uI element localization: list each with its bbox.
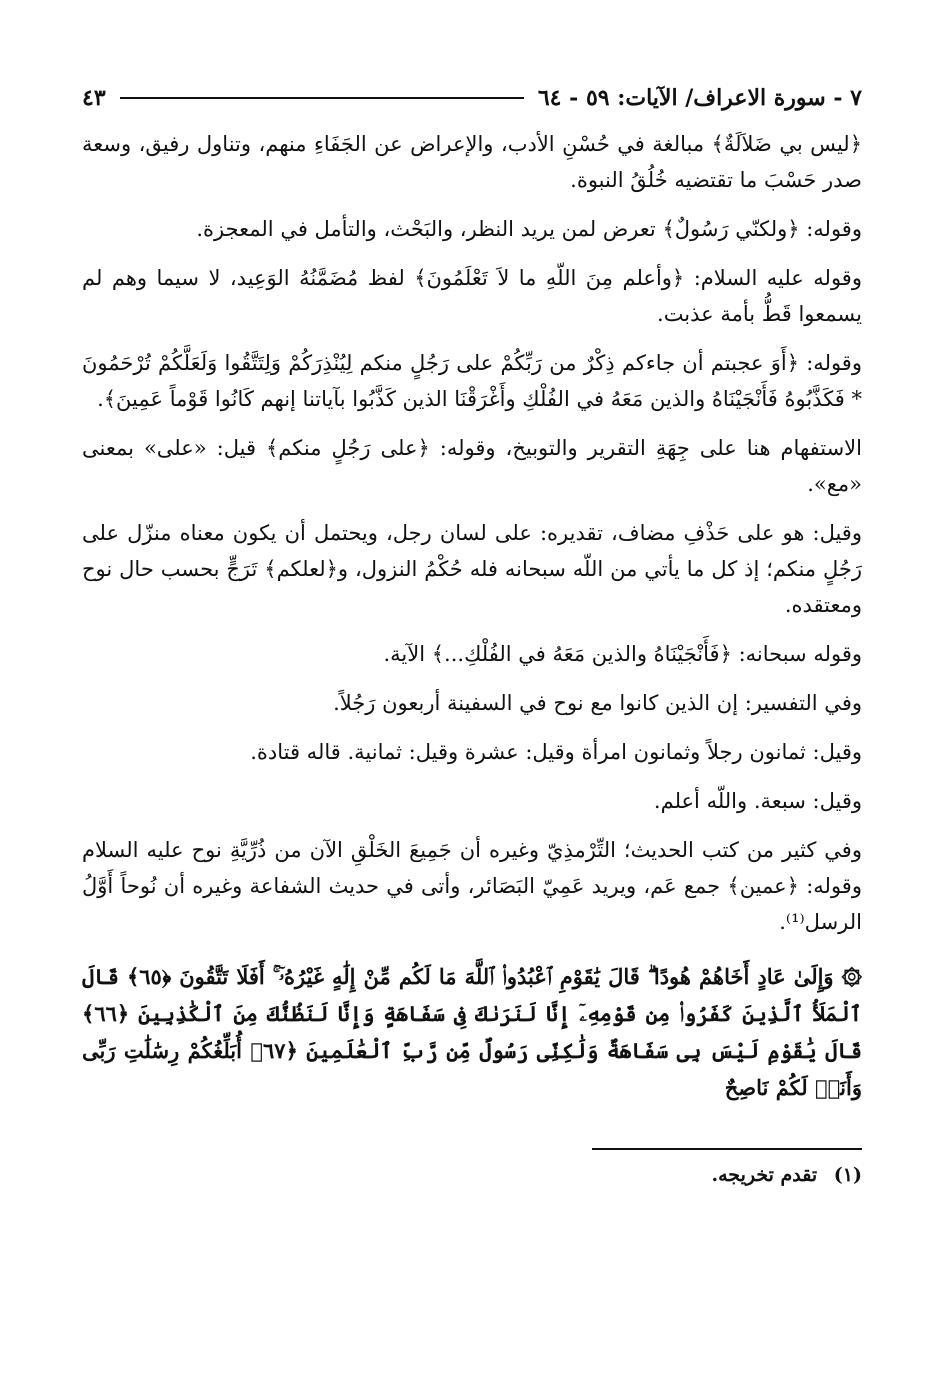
- running-header: [82, 78, 862, 118]
- header-rule: [120, 97, 524, 99]
- paragraph: الاستفهام هنا على جِهَةِ التقرير والتوبيخ، وقوله: ﴿على رَجُلٍ منكم﴾ قيل: «على» بمعنى «مع».: [82, 436, 862, 496]
- footnote: [82, 1160, 862, 1190]
- paragraph: وفي التفسير: إن الذين كانوا مع نوح في السفينة أربعون رَجُلاً.: [333, 691, 862, 715]
- paragraph: وقوله عليه السلام: ﴿وأعلم مِنَ اللّهِ ما لاَ تَعْلَمُونَ﴾ لفظ مُضَمَّنُهُ الوَعِيد، لا سيما وهم لم يسمعوا قَطُّ بأمة عذبت.: [82, 266, 862, 326]
- footnote-number: (١): [833, 1164, 862, 1186]
- page-number: ٤٣: [82, 85, 106, 111]
- paragraph: وقوله: ﴿أَوَ عجبتم أن جاءكم ذِكْرٌ من رَبِّكُمْ على رَجُلٍ منكم لِيُنْذِرَكُمْ وَلِتَتَّقُوا وَلَعَلَّكُمْ تُرْحَمُونَ * فَكَذَّبُوهُ فَأَنْجَيْنَاهُ والذين مَعَهُ في الفُلْكِ وأَغْرَقْنَا الذين كَذَّبُوا بآياتنا إنهم كَانُوا قَوْماً عَمِينَ﴾.: [82, 351, 862, 411]
- footnote-text: تقدم تخريجه.: [711, 1164, 818, 1186]
- paragraph: وقيل: ثمانون رجلاً وثمانون امرأة وقيل: عشرة وقيل: ثمانية. قاله قتادة.: [250, 740, 862, 764]
- paragraph: وقيل: سبعة. واللّه أعلم.: [653, 789, 862, 813]
- paragraph: وقيل: هو على حَذْفِ مضاف، تقديره: على لسان رجل، ويحتمل أن يكون معناه منزّل على رَجُلٍ منكم؛ إذ كل ما يأتي من اللّه سبحانه فله حُكْمُ النزول، و﴿لعلكم﴾ تَرَجٍّ بحسب حال نوح ومعتقده.: [82, 521, 862, 617]
- page: [82, 78, 862, 1190]
- quran-verse-block: ۞ وَإِلَىٰ عَادٍ أَخَاهُمْ هُودًا ۗ قَالَ يَٰقَوْمِ ٱعْبُدُوا۟ ٱللَّهَ مَا لَكُم مِّنْ إِلَٰهٍ غَيْرُهُۥٓ ۚ أَفَلَا تَتَّقُونَ ﴿٦٥﴾ قَالَ ٱلْمَلَأُ ٱلَّذِينَ كَفَرُوا۟ مِن قَوْمِهِۦٓ إِنَّا لَنَرَىٰكَ فِى سَفَاهَةٍ وَإِنَّا لَنَظُنُّكَ مِنَ ٱلْكَٰذِبِينَ ﴿٦٦﴾ قَالَ يَٰقَوْمِ لَيْسَ بِى سَفَاهَةٌ وَلَٰكِنِّى رَسُولٌ مِّن رَّبِّ ٱلْعَٰلَمِينَ ﴿٦٧﴾ أُبَلِّغُكُمْ رِسَٰلَٰتِ رَبِّى وَأَنَا۠ لَكُمْ نَاصِحٌ: [82, 964, 862, 1100]
- header-title: ٧ - سورة الاعراف/ الآيات: ٥٩ - ٦٤: [537, 85, 862, 111]
- footnote-separator: [592, 1148, 862, 1150]
- paragraph: وقوله سبحانه: ﴿فَأَنْجَيْنَاهُ والذين مَعَهُ في الفُلْكِ...﴾ الآية.: [383, 642, 862, 666]
- paragraph: ﴿ليس بي ضَلاَلَةٌ﴾ مبالغة في حُسْنِ الأدب، والإعراض عن الجَفَاءِ منهم، وتناول رفيق، وسعة صدر حَسْبَ ما تقتضيه خُلُقُ النبوة.: [82, 132, 862, 192]
- paragraph: وقوله: ﴿ولكنّي رَسُولٌ﴾ تعرض لمن يريد النظر، والبَحْث، والتأمل في المعجزة.: [196, 217, 862, 241]
- paragraph: وفي كثير من كتب الحديث؛ التِّرْمذِيّ وغيره أن جَمِيعَ الخَلْقِ الآن من ذُرِّيَّةِ نوح عليه السلام وقوله: ﴿عمين﴾ جمع عَم، ويريد عَمِيّ البَصَائر، وأتى في حديث الشفاعة وغيره أن نُوحاً أَوَّلُ الرسل⁽¹⁾.: [82, 838, 862, 934]
